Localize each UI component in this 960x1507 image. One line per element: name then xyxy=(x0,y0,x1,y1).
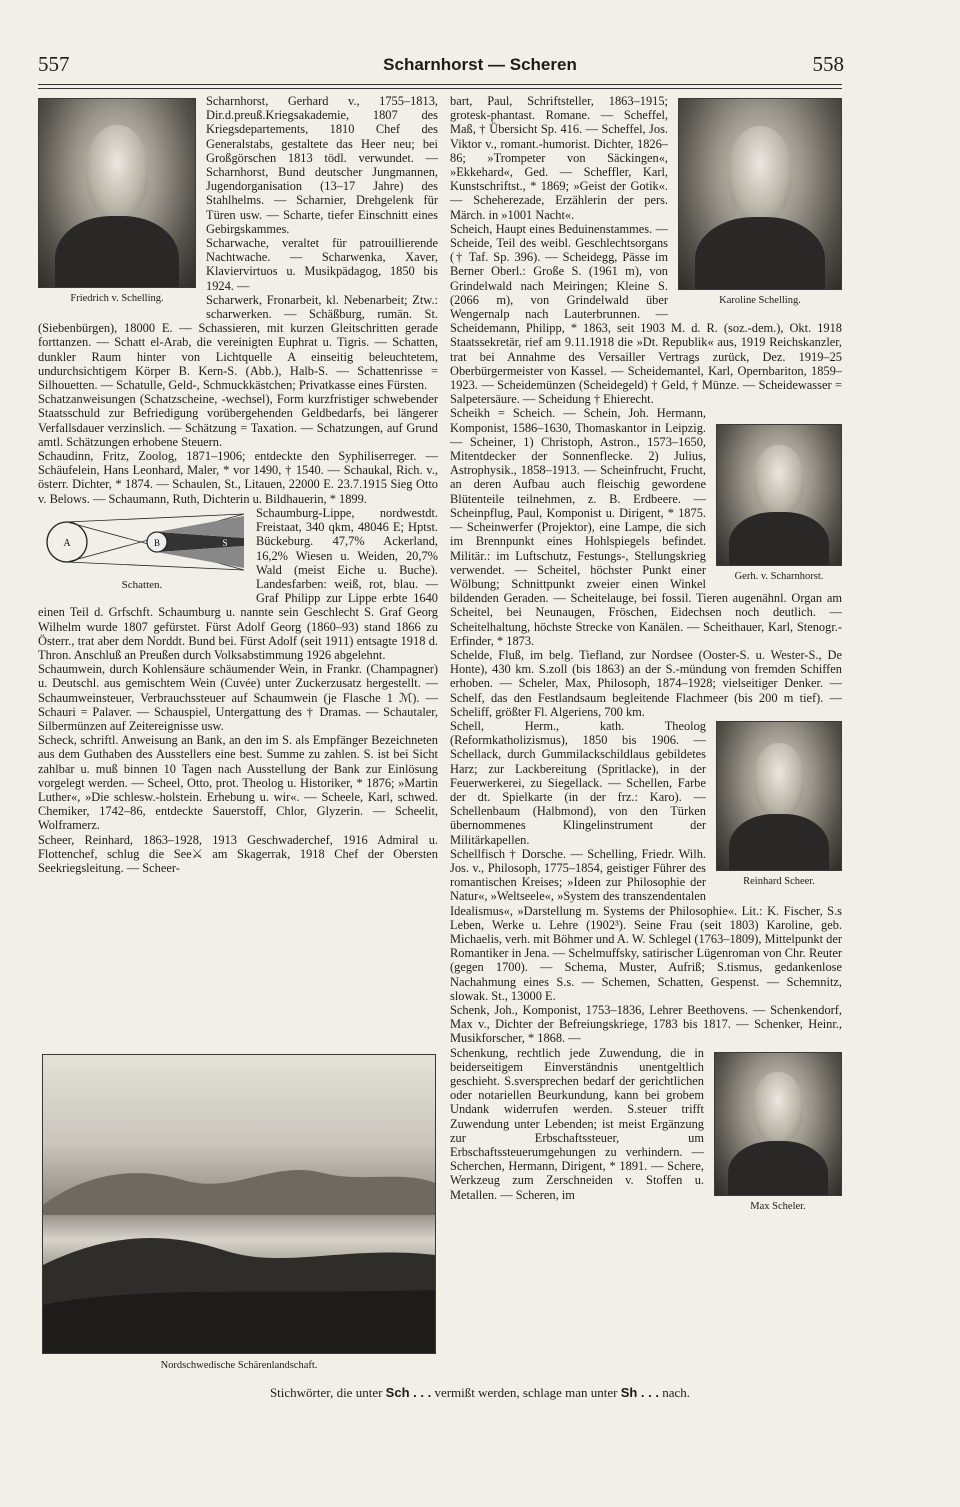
entry-scharnhorst: Scharnhorst, Gerhard v., 1755–1813, Dir.d.preuß.Kriegsakademie, 1807 des Kriegsdepartements, 1810 Chef des Generalstabs, gestaltete das Heer neu; bei Großgörschen 1813 tödl. verwundet. — Scharnhorst, Bund deutscher Jungmannen, Jugendorganisation (13–17 Jahre) des Stahlhelms. — Scharnier, Drehgelenk für Türen usw. — Scharte, tiefer Einschnitt eines Gebirgskammes. xyxy=(206,94,438,236)
entry-schellfisch: Schellfisch † Dorsche. — Schelling, Friedr. Wilh. Jos. v., Philosoph, 1775–1854, geistiger Führer des romantischen Kreises; »Ideen zur Philosophie der Natur«, »Weltseele«, »System des transzendentalen Idealismus«, »Darstellung m. Systems der Philosophie«. Lit.: K. Fischer, S.s Leben, Werke u. Lehre (1902³). Seine Frau (seit 1803) Karoline, geb. Michaelis, verh. mit Böhmer und A. W. Schlegel (1763–1809), Mittelpunkt der Romantiker in Jena. — Schelmuffsky, satirischer Lügenroman von Chr. Reuter (gegen 1700). — Schema, Muster, Aufriß; S.tismus, gedankenlose Nachahmung eines S.s. — Schemen, Schatten, Gespenst. — Schemnitz, slowak. St., 13000 E. xyxy=(450,846,842,1003)
portrait-karoline-schelling xyxy=(678,98,842,290)
photo-schaerenlandschaft xyxy=(42,1054,436,1354)
footer-text-a: Stichwörter, die unter xyxy=(269,1385,386,1400)
figure-landscape xyxy=(42,1054,436,1371)
entry-scheck: Scheck, schriftl. Anweisung an Bank, an den im S. als Empfänger Bezeichneten aus dem Guthaben des Ausstellers eine best. Summe zu zahlen. S. ist bei Sicht zahlbar u. muß binnen 10 Tagen nach Ausstellung der Bank zur Einlösung vorgelegt werden. — Scheel, Otto, prot. Theolog u. Historiker, * 1876; »Martin Luther«, »Die schlesw.-holstein. Erhebung u. wir«. — Scheele, Karl, schwed. Chemiker, 1742–86, entdeckte Sauerstoff, Chlor, Glyzerin. — Scheelit, Wolframerz. xyxy=(38,733,438,833)
portrait-scheler xyxy=(714,1052,842,1196)
caption-schatten: Schatten. xyxy=(121,579,163,592)
caption-scharnhorst: Gerh. v. Scharnhorst. xyxy=(734,571,824,583)
entry-schaudinn: Schaudinn, Fritz, Zoolog, 1871–1906; entdeckte den Syphiliserreger. — Schäufelein, Hans Leonhard, Maler, * vor 1490, † 1540. — Schaukal, Rich. v., österr. Dichter, * 1874. — Schaulen, St., Litauen, 22000 E. 23.7.1915 Sieg Otto v. Belows. — Schaumann, Ruth, Dichterin u. Bildhauerin, * 1899. xyxy=(38,449,438,506)
entry-scheerbart: bart, Paul, Schriftsteller, 1863–1915; grotesk-phantast. Romane. — Scheffel, Maß, † Übersicht Sp. 416. — Scheffel, Jos. Viktor v., romant.-humorist. Dichter, 1826–86; »Trompeter von Säckingen«, »Ekkehard«, Ged. — Scheffler, Karl, Kunstschriftst., * 1869; »Geist der Gotik«. — Scheherezade, Erzählerin der pers. Märch. in »1001 Nacht«. xyxy=(450,94,668,222)
footer-note xyxy=(0,1385,960,1401)
header-rule-thin xyxy=(38,88,842,89)
entry-schatzanweisungen: Schatzanweisungen (Schatzscheine, -wechsel), Form kurzfristiger schwebender Staatsschuld zur Befriedigung vorübergehenden Geldbedarfs, bei längerer Verfallsdauer verzinslich. — Schätzung = Taxation. — Schatzungen, auf Grund amtl. Schätzungen erhobene Steuern. xyxy=(38,392,438,449)
caption-scheer: Reinhard Scheer. xyxy=(743,875,815,887)
entry-scheich: Scheich, Haupt eines Beduinenstammes. — Scheide, Teil des weibl. Geschlechtsorgans († Taf. Sp. 396). — Scheidegg, Pässe im Berner Oberl.: Große S. (1961 m), von Grindelwald nach Meiringen; Kleine S. (2066 m), von Grindelwald über Wengernalp nach Lauterbrunnen. — Scheidemann, Philipp, * 1863, seit 1903 M. d. R. (soz.-dem.), Okt. 1918 Staatssekretär, rief am 9.11.1918 die »Dt. Republik« aus, 1919 Reichskanzler, trat bei Annahme des Versailler Vertrags zurück, Dez. 1919–25 Oberbürgermeister von Kassel. — Scheidemantel, Karl, Opernbariton, 1859–1923. — Scheidemünzen (Scheidegeld) † Geld, † Münze. — Scheidewasser = Salpetersäure. — Scheidung † Ehierecht. xyxy=(450,221,842,407)
header-rule xyxy=(38,84,842,85)
figure-friedrich-schelling xyxy=(38,98,196,305)
entry-schenk: Schenk, Joh., Komponist, 1753–1836, Lehrer Beethovens. — Schenkendorf, Max v., Dichter der Befreiungskriege, 1783 bis 1817. — Schenker, Heinr., Musikforscher, * 1868. — xyxy=(450,1003,842,1046)
footer-text-c: nach. xyxy=(659,1385,691,1400)
page-number-right: 558 xyxy=(812,52,844,76)
caption-landscape: Nordschwedische Schärenlandschaft. xyxy=(160,1360,318,1371)
entry-schaumburg-lippe: Schaumburg-Lippe, nordwestdt. Freistaat, 340 qkm, 48046 E; Hptst. Bückeburg. 47,7% Ackerland, 16,2% Wiesen u. Weiden, 20,7% Wald (meist Eiche u. Buche). Landesfarben: weiß, rot, blau. — Graf Philipp zur Lippe erbte 1640 einen Teil d. Grfschft. Schaumburg u. nannte sein Geschlecht S. Graf Georg Wilhelm wurde 1807 gefürstet. Fürst Adolf Georg (1860–93) stand 1866 zu Österr., trat aber dem Norddt. Bund bei. Fürst Adolf (seit 1911) entsagte 1918 d. Thron. Anschluß an Preußen durch Volksabstimmung 1926 abgelehnt. xyxy=(38,505,438,662)
figure-scheer xyxy=(716,721,842,888)
entry-scheikh: Scheikh = Scheich. — Schein, Joh. Hermann, Komponist, 1586–1630, Thomaskantor in Leipzig. — Scheiner, 1) Christoph, Astron., 1573–1650, Mitentdecker der Sonnenflecke. 2) Julius, Astrophysik., 1858–1913. — Scheinfrucht, Frucht, an deren Aufbau auch fleischig gewordene Blütenteile teilnehmen, z. B. Erdbeere. — Scheinpflug, Paul, Komponist u. Dirigent, * 1875. — Scheinwerfer (Projektor), eine Lampe, die sich im Brennpunkt eines Hohlspiegels befindet. Militär.: im Luftschutz, Festungs-, Stellungskrieg verwendet. — Scheitel, höchster Punkt einer Wölbung; Schnittpunkt zweier einen Winkel bildenden Geraden. — Scheitelauge, bei fossil. Tieren augenähnl. Organ am Scheitel, bei Neunaugen, Fröschen, Eidechsen noch deutlich. — Scheitelhaltung, höchste Strecke von Kanälen. — Scheithauer, Karl, Stenogr.-Erfinder, * 1873. xyxy=(450,406,842,648)
running-head: Scharnhorst — Scheren xyxy=(383,55,577,74)
shadow-diagram xyxy=(39,512,245,574)
diagram-label-a: A xyxy=(63,537,71,549)
entry-scharwerk: Scharwerk, Fronarbeit, kl. Nebenarbeit; Ztw.: scharwerken. — Schäßburg, rumän. St. (Siebenbürgen), 18000 E. — Schassieren, mit kurzen Gleitschritten gerade forttanzen. — Schatt el-Arab, die vereinigten Euphrat u. Tigris. — Schatten, dunkler Raum hinter von Lichtquelle A einseitig beleuchtetem, undurchsichtigem Körper B. Kern-S. (Abb.), Halb-S. — Schattenrisse = Silhouetten. — Schatulle, Geld-, Schmuckkästchen; Privatkasse eines Fürsten. xyxy=(38,292,438,393)
footer-sh: Sh . . . xyxy=(620,1385,659,1400)
right-column xyxy=(450,94,842,1217)
caption-scheler: Max Scheler. xyxy=(750,1200,806,1212)
footer-sch: Sch . . . xyxy=(385,1385,432,1400)
portrait-scheer xyxy=(716,721,842,871)
footer-text-b: vermißt werden, schlage man unter xyxy=(431,1385,621,1400)
page-number-left: 557 xyxy=(38,52,70,76)
left-column xyxy=(38,94,438,875)
figure-karoline-schelling xyxy=(678,98,842,307)
caption-karoline-schelling: Karoline Schelling. xyxy=(719,295,801,306)
entry-scharwache: Scharwache, veraltet für patrouillierende Nachtwache. — Scharwenka, Xaver, Klaviervirtuos u. Musikpädagog, 1850 bis 1924. — xyxy=(206,236,438,293)
portrait-scharnhorst xyxy=(716,424,842,566)
diagram-label-b: B xyxy=(153,537,161,548)
diagram-label-s: S xyxy=(222,537,228,548)
portrait-friedrich-schelling xyxy=(38,98,196,288)
entry-schaumwein: Schaumwein, durch Kohlensäure schäumender Wein, in Frankr. (Champagner) u. Deutschl. aus gemischtem Wein (Cuvée) unter Zuckerzusatz hergestellt. — Schaumweinsteuer, Verbrauchssteuer auf Schaumwein (je Flasche 1 ℳ). — Schauri = Palaver. — Schauspiel, Untergattung des † Dramas. — Schautaler, Silbermünzen auf Zeitereignisse usw. xyxy=(38,662,438,733)
entry-schelde: Schelde, Fluß, im belg. Tiefland, zur Nordsee (Ooster-S. u. Wester-S., De Honte), 430 km. S.zoll (bis 1863) an der S.-mündung von fremden Schiffen erhoben. — Scheler, Max, Philosoph, 1874–1928; vielseitiger Denker. — Schelf, das den Festlandsaum begleitende Flachmeer (bis 200 m tief). — Scheliff, größter Fl. Algeriens, 700 km. xyxy=(450,647,842,719)
entry-schell: Schell, Herm., kath. Theolog (Reformkatholizismus), 1850 bis 1906. — Schellack, durch Gummilackschildlaus gebildetes Harz; zur Lackbereitung (Spritlacke), in der Feuerwerkerei, zu Siegellack. — Schellen, Farbe der dt. Spielkarte (in der frz.: Karo). — Schellenbaum (Halbmond), von den Türken übernommenes Klingelinstrument der Militärkapellen. xyxy=(450,718,706,847)
caption-friedrich-schelling: Friedrich v. Schelling. xyxy=(70,293,164,304)
entry-scheer: Scheer, Reinhard, 1863–1928, 1913 Geschwaderchef, 1916 Admiral u. Flottenchef, schlug die See⚔ am Skagerrak, 1918 Chef der Obersten Seekriegsleitung. — Scheer- xyxy=(38,832,438,875)
figure-schatten xyxy=(38,512,246,592)
figure-scheler xyxy=(714,1052,842,1213)
entry-schenkung: Schenkung, rechtlich jede Zuwendung, die in beiderseitigem Einverständnis unentgeltlich geschieht. S.sversprechen bedarf der gerichtlichen oder notariellen Beurkundung, kann bei grobem Undank widerrufen werden. S.steuer trifft Zuwendung unter Lebenden; ist meist Ergänzung zur Erbschaftssteuer, um Erbschaftssteuerumgehungen zu verhindern. — Scherchen, Hermann, Dirigent, * 1891. — Schere, Werkzeug zum Zerschneiden v. Stoffen u. Metallen. — Scheren, im xyxy=(450,1045,704,1202)
figure-scharnhorst xyxy=(716,424,842,583)
